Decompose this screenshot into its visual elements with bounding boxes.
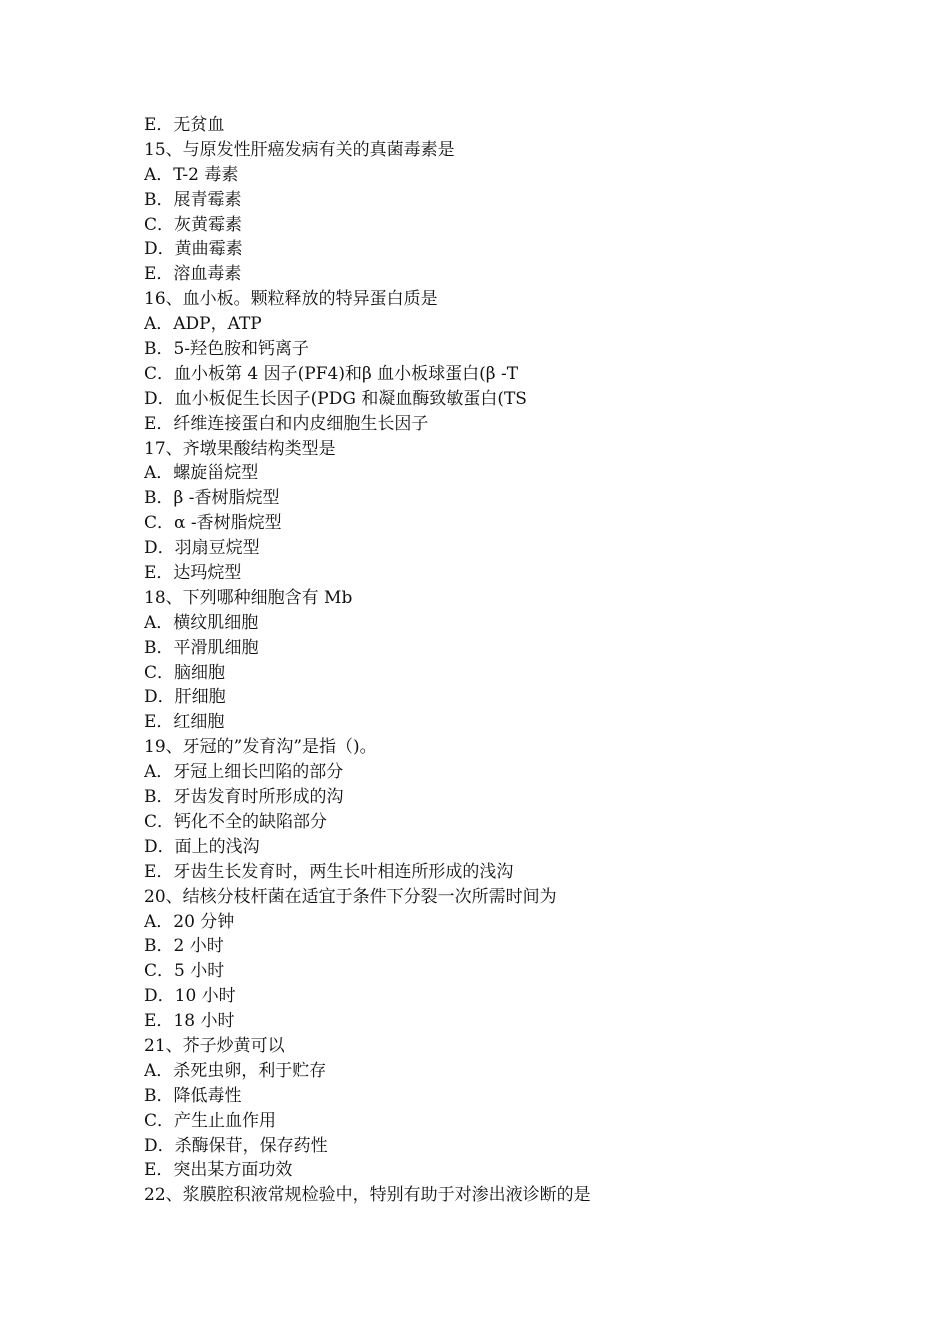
option-line: E．牙齿生长发育时，两生长叶相连所形成的浅沟: [144, 861, 514, 882]
option-line: B．β -香树脂烷型: [144, 488, 280, 509]
option-line: E．纤维连接蛋白和内皮细胞生长因子: [144, 413, 429, 434]
question-line: 15、与原发性肝癌发病有关的真菌毒素是: [144, 139, 455, 160]
option-line: C．5 小时: [144, 961, 225, 982]
option-line: B．5-羟色胺和钙离子: [144, 339, 310, 360]
option-line: D．羽扇豆烷型: [144, 538, 260, 559]
question-line: 19、牙冠的”发育沟”是指（)。: [144, 737, 377, 758]
option-line: B．展青霉素: [144, 189, 242, 210]
option-line: A．螺旋甾烷型: [144, 463, 259, 484]
option-line: D．面上的浅沟: [144, 836, 260, 857]
option-line: D．黄曲霉素: [144, 239, 243, 260]
question-line: 20、结核分枝杆菌在适宜于条件下分裂一次所需时间为: [144, 886, 557, 907]
option-line: C．脑细胞: [144, 662, 226, 683]
option-line: E．达玛烷型: [144, 563, 242, 584]
option-line: A．20 分钟: [144, 911, 235, 932]
option-line: D．肝细胞: [144, 687, 226, 708]
option-line: E．溶血毒素: [144, 264, 242, 285]
option-line: D．杀酶保苷，保存药性: [144, 1135, 328, 1156]
option-line: D．10 小时: [144, 986, 236, 1007]
option-line: B．平滑肌细胞: [144, 637, 259, 658]
option-line: E．18 小时: [144, 1011, 235, 1032]
option-line: A．杀死虫卵，利于贮存: [144, 1060, 327, 1081]
option-line: A．T-2 毒素: [144, 164, 239, 185]
option-line: C．血小板第 4 因子(PF4)和β 血小板球蛋白(β -T: [144, 363, 519, 384]
option-line: A．牙冠上细长凹陷的部分: [144, 762, 344, 783]
option-line: A．ADP，ATP: [144, 314, 262, 335]
option-line: E．突出某方面功效: [144, 1160, 293, 1181]
option-line: C．产生止血作用: [144, 1110, 277, 1131]
question-line: 22、浆膜腔积液常规检验中，特别有助于对渗出液诊断的是: [144, 1185, 591, 1206]
option-line: B．2 小时: [144, 936, 224, 957]
option-line: D．血小板促生长因子(PDG 和凝血酶致敏蛋白(TS: [144, 388, 527, 409]
question-line: 16、血小板。颗粒释放的特异蛋白质是: [144, 289, 438, 310]
question-line: 21、芥子炒黄可以: [144, 1035, 285, 1056]
question-line: 17、齐墩果酸结构类型是: [144, 438, 336, 459]
option-line: C．灰黄霉素: [144, 214, 243, 235]
question-list: [144, 113, 844, 1208]
option-line: C．钙化不全的缺陷部分: [144, 811, 328, 832]
option-line: B．牙齿发育时所形成的沟: [144, 787, 344, 808]
option-line: E．红细胞: [144, 712, 225, 733]
option-line: C．α -香树脂烷型: [144, 513, 282, 534]
question-line: 18、下列哪种细胞含有 Mb: [144, 587, 353, 608]
option-line: B．降低毒性: [144, 1085, 242, 1106]
option-line: E．无贫血: [144, 115, 225, 135]
option-line: A．横纹肌细胞: [144, 612, 259, 633]
